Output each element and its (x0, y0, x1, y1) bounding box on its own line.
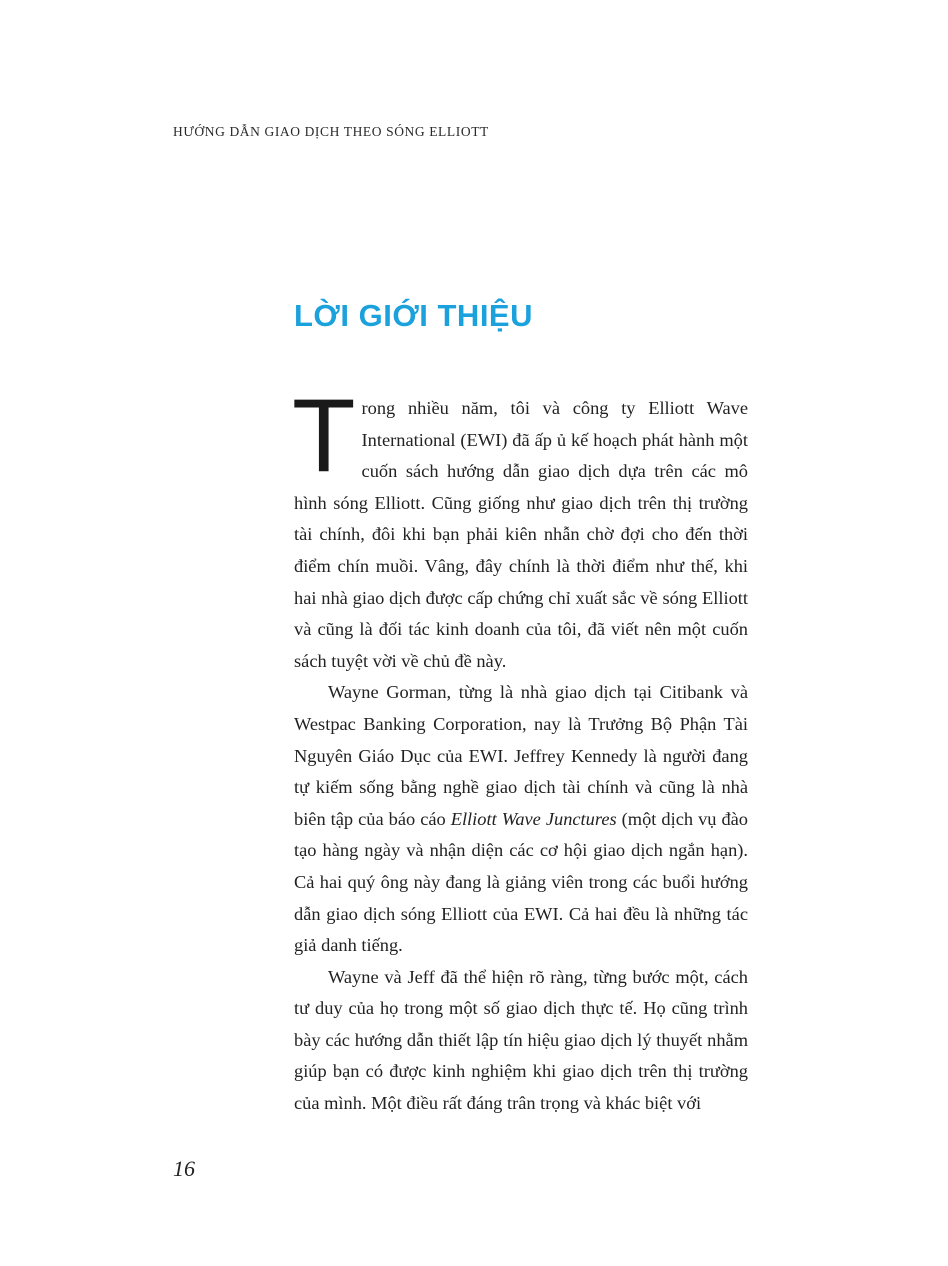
publication-title: Elliott Wave Junctures (450, 808, 617, 829)
page-number: 16 (173, 1156, 195, 1181)
paragraph-3 (294, 962, 748, 1120)
paragraph-2-text-end: (một dịch vụ đào tạo hàng ngày và nhận diện các cơ hội giao dịch ngắn hạn). Cả hai quý ông này đang là giảng viên trong các buổi hướng dẫn giao dịch sóng Elliott của EWI. Cả hai đều là những tác giả danh tiếng. (294, 808, 749, 956)
running-header: HƯỚNG DẪN GIAO DỊCH THEO SÓNG ELLIOTT (173, 124, 489, 139)
body-text (292, 378, 749, 1120)
paragraph-1-text: rong nhiều năm, tôi và công ty Elliott Wave International (EWI) đã ấp ủ kế hoạch phát hành một cuốn sách hướng dẫn giao dịch dựa trên các mô hình sóng Elliott. Cũng giống như giao dịch trên thị trường tài chính, đôi khi bạn phải kiên nhẫn chờ đợi cho đến thời điểm chín muồi. Vâng, đây chính là thời điểm như thế, khi hai nhà giao dịch được cấp chứng chỉ xuất sắc về sóng Elliott và cũng là đối tác kinh doanh của tôi, đã viết nên một cuốn sách tuyệt vời về chủ đề này. (294, 398, 748, 671)
paragraph-2 (294, 677, 748, 961)
chapter-title: LỜI GIỚI THIỆU (294, 298, 534, 333)
paragraph-3-text: Wayne và Jeff đã thể hiện rõ ràng, từng bước một, cách tư duy của họ trong một số giao dịch thực tế. Họ cũng trình bày các hướng dẫn thiết lập tín hiệu giao dịch lý thuyết nhằm giúp bạn có được kinh nghiệm khi giao dịch trên thị trường của mình. Một điều rất đáng trân trọng và khác biệt với (294, 966, 748, 1114)
paragraph-1 (292, 378, 748, 677)
paragraph-2-text-start: Wayne Gorman, từng là nhà giao dịch tại Citibank và Westpac Banking Corporation, nay là Trưởng Bộ Phận Tài Nguyên Giáo Dục của EWI. Jeffrey Kennedy là người đang tự kiếm sống bằng nghề giao dịch tài chính và cũng là nhà biên tập của báo cáo (294, 682, 748, 829)
drop-cap-letter: T (292, 378, 356, 494)
